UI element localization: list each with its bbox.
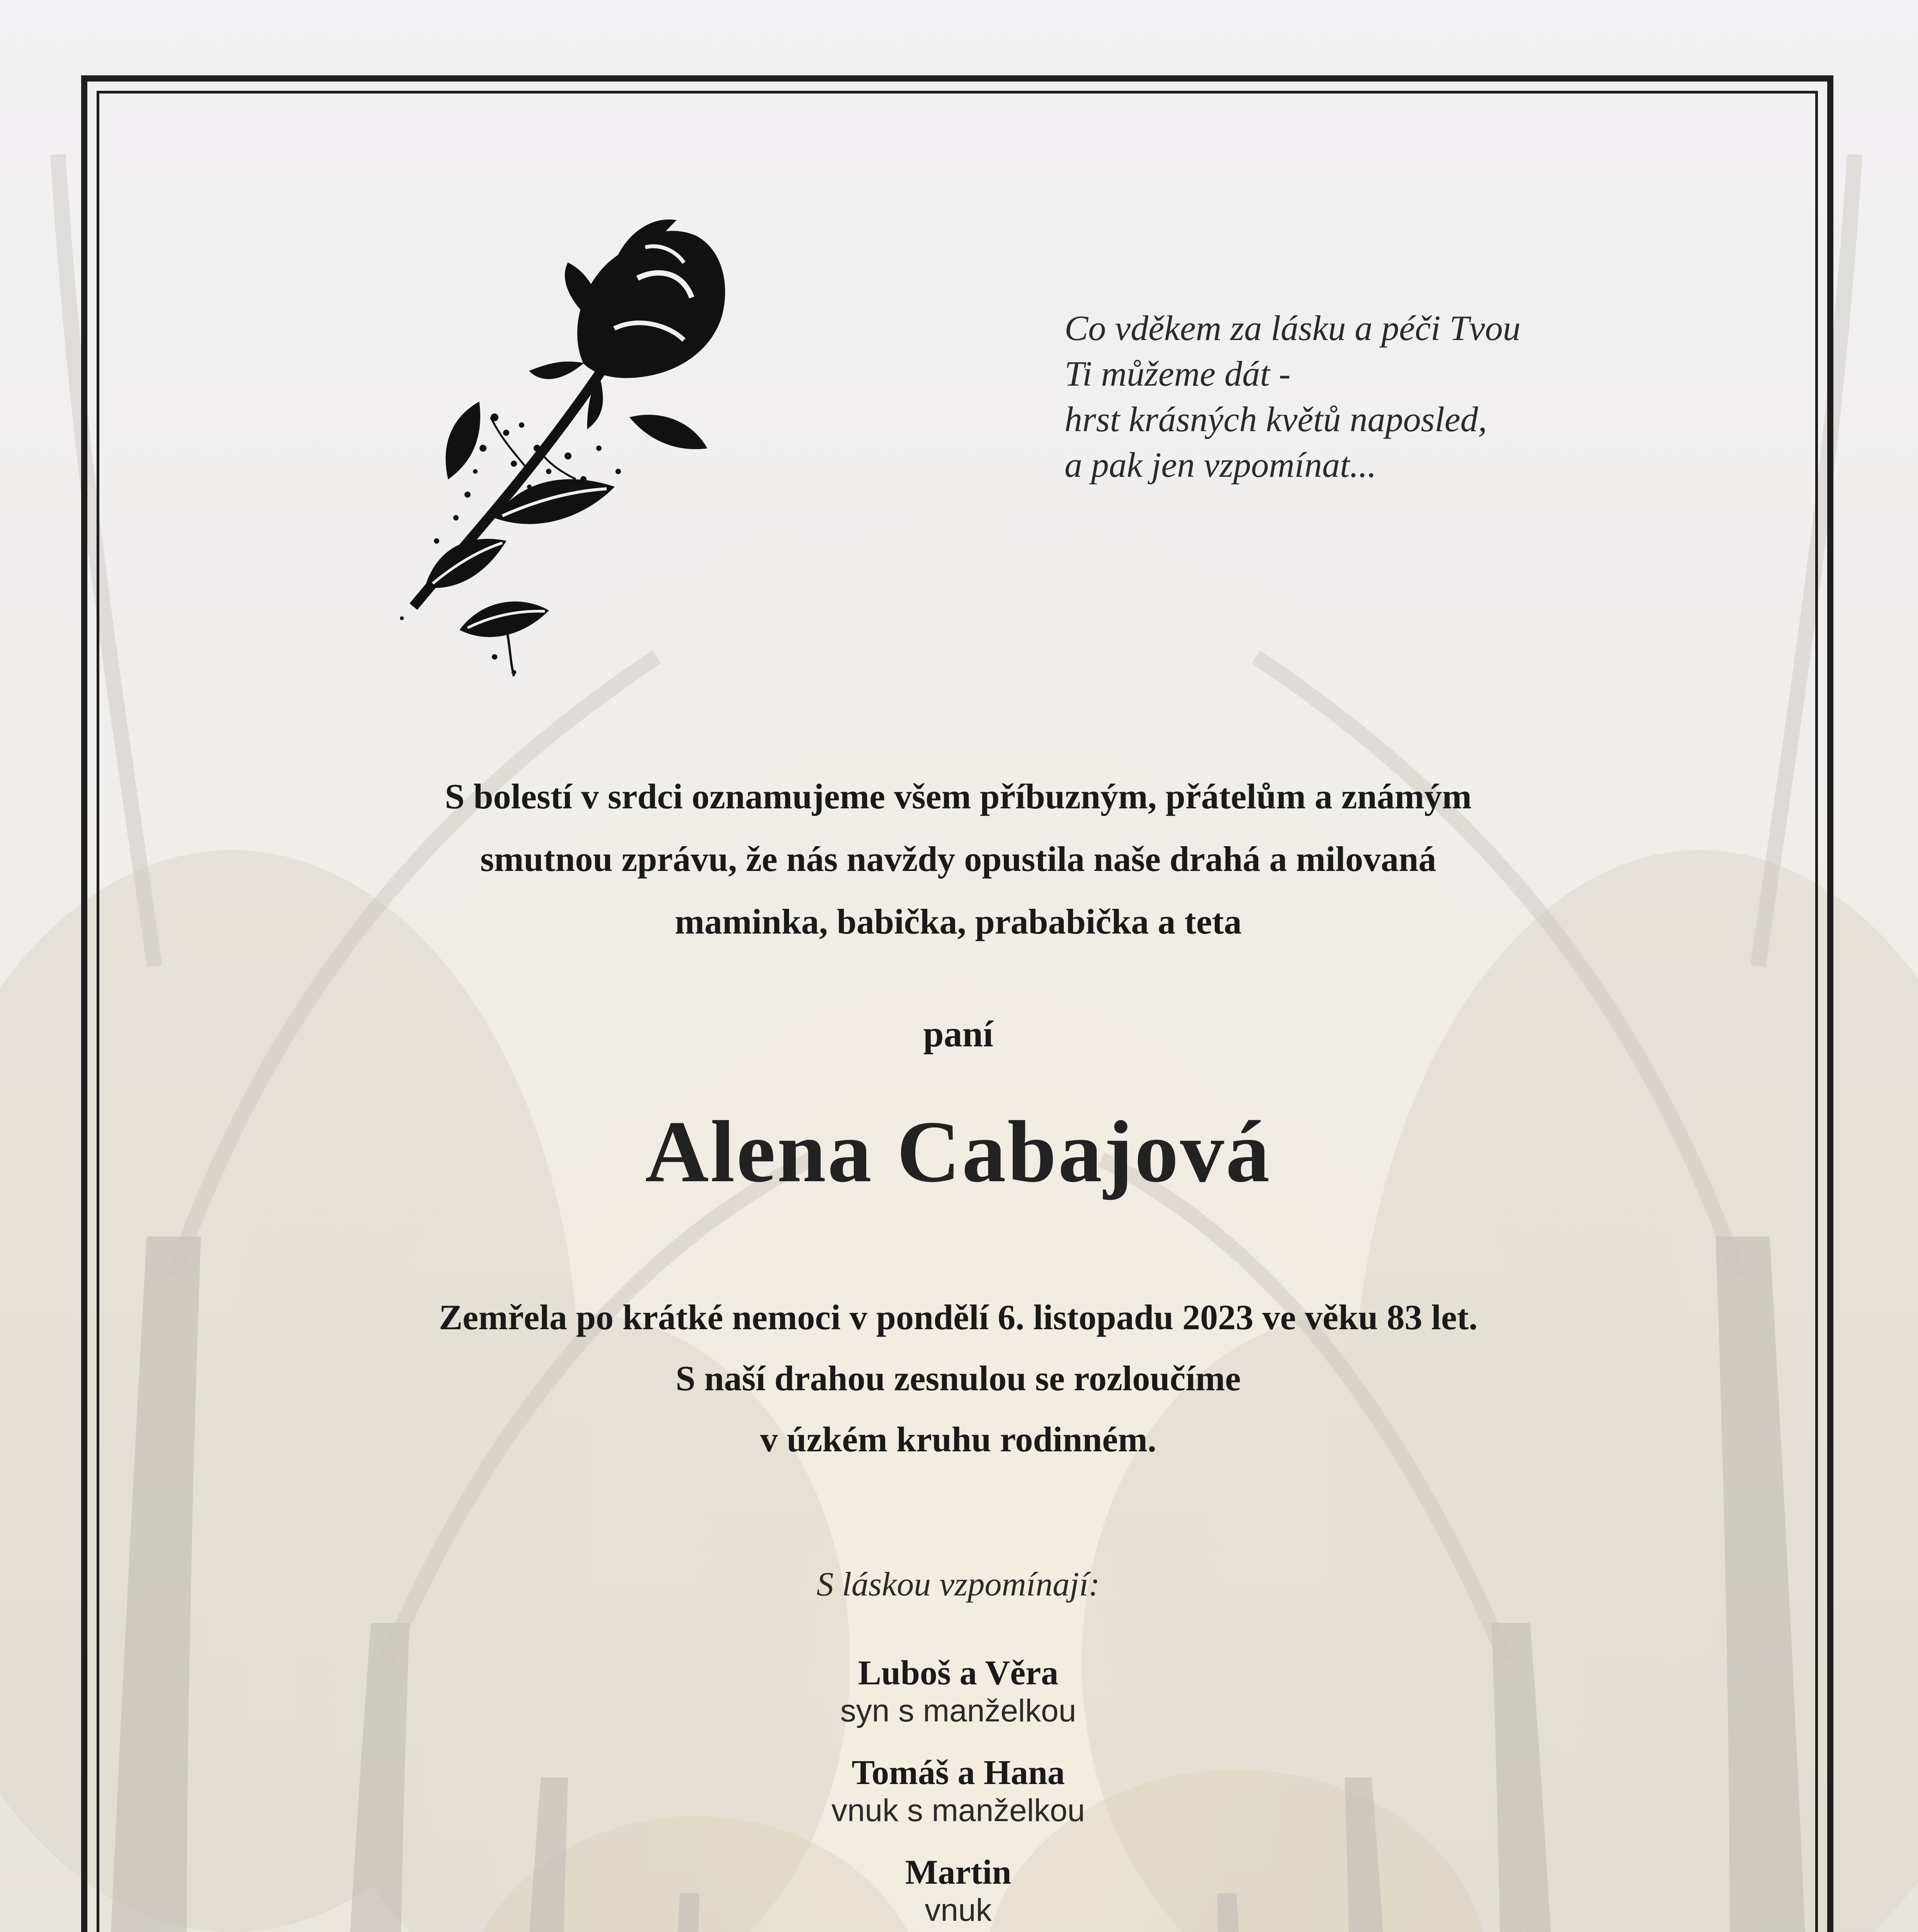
death-notice-line: v úzkém kruhu rodinném. (760, 1420, 1156, 1459)
poem-line: Co vděkem za lásku a péči Tvou (1064, 308, 1521, 348)
intro-line: maminka, babička, prababička a teta (675, 902, 1242, 941)
deceased-name: Alena Cabajová (645, 1103, 1272, 1201)
death-notice-line: Zemřela po krátké nemoci v pondělí 6. listopadu 2023 ve věku 83 let. (439, 1298, 1478, 1337)
intro-line: smutnou zprávu, že nás navždy opustila naše drahá a milovaná (480, 839, 1437, 879)
poem-line: hrst krásných květů naposled, (1064, 400, 1487, 439)
poem-line: a pak jen vzpomínat... (1064, 445, 1377, 485)
title-prefix: paní (923, 1013, 993, 1054)
mourner-name: Martin (905, 1853, 1012, 1891)
mourner-relation: vnuk s manželkou (831, 1793, 1085, 1828)
mourner-name: Luboš a Věra (858, 1654, 1059, 1692)
poem-verse (1064, 305, 1721, 488)
death-notice (100, 1287, 1816, 1470)
intro-line: S bolestí v srdci oznamujeme všem příbuzným, přátelům a známým (445, 777, 1472, 816)
announcement-intro (100, 765, 1816, 953)
mourner-item (100, 1753, 1816, 1829)
mourners-list (100, 1654, 1816, 1932)
poem-line: Ti můžeme dát - (1064, 354, 1291, 393)
mourner-relation: syn s manželkou (840, 1693, 1076, 1728)
death-notice-line: S naší drahou zesnulou se rozloučíme (675, 1359, 1241, 1398)
remember-heading: S láskou vzpomínají: (816, 1566, 1100, 1603)
mourner-name: Tomáš a Hana (852, 1753, 1065, 1792)
mourner-item (100, 1654, 1816, 1730)
rose-icon (367, 201, 753, 703)
mourner-item (100, 1853, 1816, 1929)
mourner-relation: vnuk (925, 1893, 992, 1928)
